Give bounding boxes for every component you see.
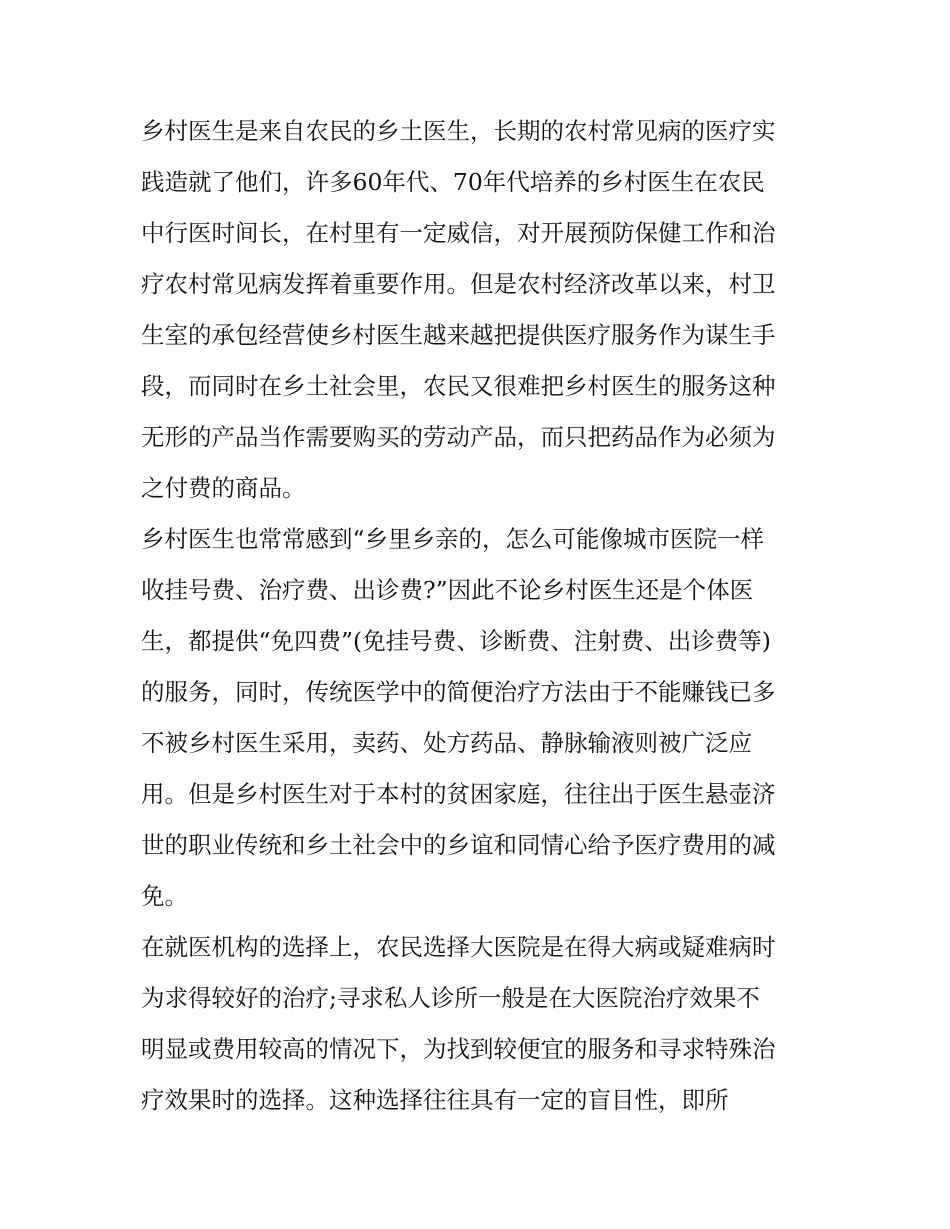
- text-line: 的服务，同时，传统医学中的简便治疗方法由于不能赚钱已多: [141, 678, 776, 706]
- text-line: 免。: [141, 882, 188, 910]
- text-line: 无形的产品当作需要购买的劳动产品，而只把药品作为必须为: [141, 423, 776, 451]
- text-line: 世的职业传统和乡土社会中的乡谊和同情心给予医疗费用的减: [141, 831, 776, 859]
- text-line: 之付费的商品。: [141, 474, 306, 502]
- text-line: 段，而同时在乡土社会里，农民又很难把乡村医生的服务这种: [141, 372, 776, 400]
- text-line: 乡村医生是来自农民的乡土医生，长期的农村常见病的医疗实: [141, 117, 776, 145]
- text-line: 收挂号费、治疗费、出诊费?”因此不论乡村医生还是个体医: [141, 576, 754, 604]
- text-line: 不被乡村医生采用，卖药、处方药品、静脉输液则被广泛应: [141, 729, 752, 757]
- text-line: 在就医机构的选择上，农民选择大医院是在得大病或疑难病时: [141, 933, 776, 961]
- text-line: 明显或费用较高的情况下，为找到较便宜的服务和寻求特殊治: [141, 1035, 776, 1063]
- text-line: 疗效果时的选择。这种选择往往具有一定的盲目性，即所: [141, 1086, 729, 1114]
- text-line: 乡村医生也常常感到“乡里乡亲的，怎么可能像城市医院一样: [141, 525, 765, 553]
- text-line: 中行医时间长，在村里有一定威信，对开展预防保健工作和治: [141, 219, 776, 247]
- text-line: 用。但是乡村医生对于本村的贫困家庭，往往出于医生悬壶济: [141, 780, 776, 808]
- text-line: 生室的承包经营使乡村医生越来越把提供医疗服务作为谋生手: [141, 321, 776, 349]
- text-line: 生，都提供“免四费”(免挂号费、诊断费、注射费、出诊费等): [141, 627, 771, 655]
- document-body: [141, 106, 816, 1126]
- text-line: 疗农村常见病发挥着重要作用。但是农村经济改革以来，村卫: [141, 270, 776, 298]
- text-line: 践造就了他们，许多60年代、70年代培养的乡村医生在农民: [141, 168, 765, 196]
- text-line: 为求得较好的治疗;寻求私人诊所一般是在大医院治疗效果不: [141, 984, 760, 1012]
